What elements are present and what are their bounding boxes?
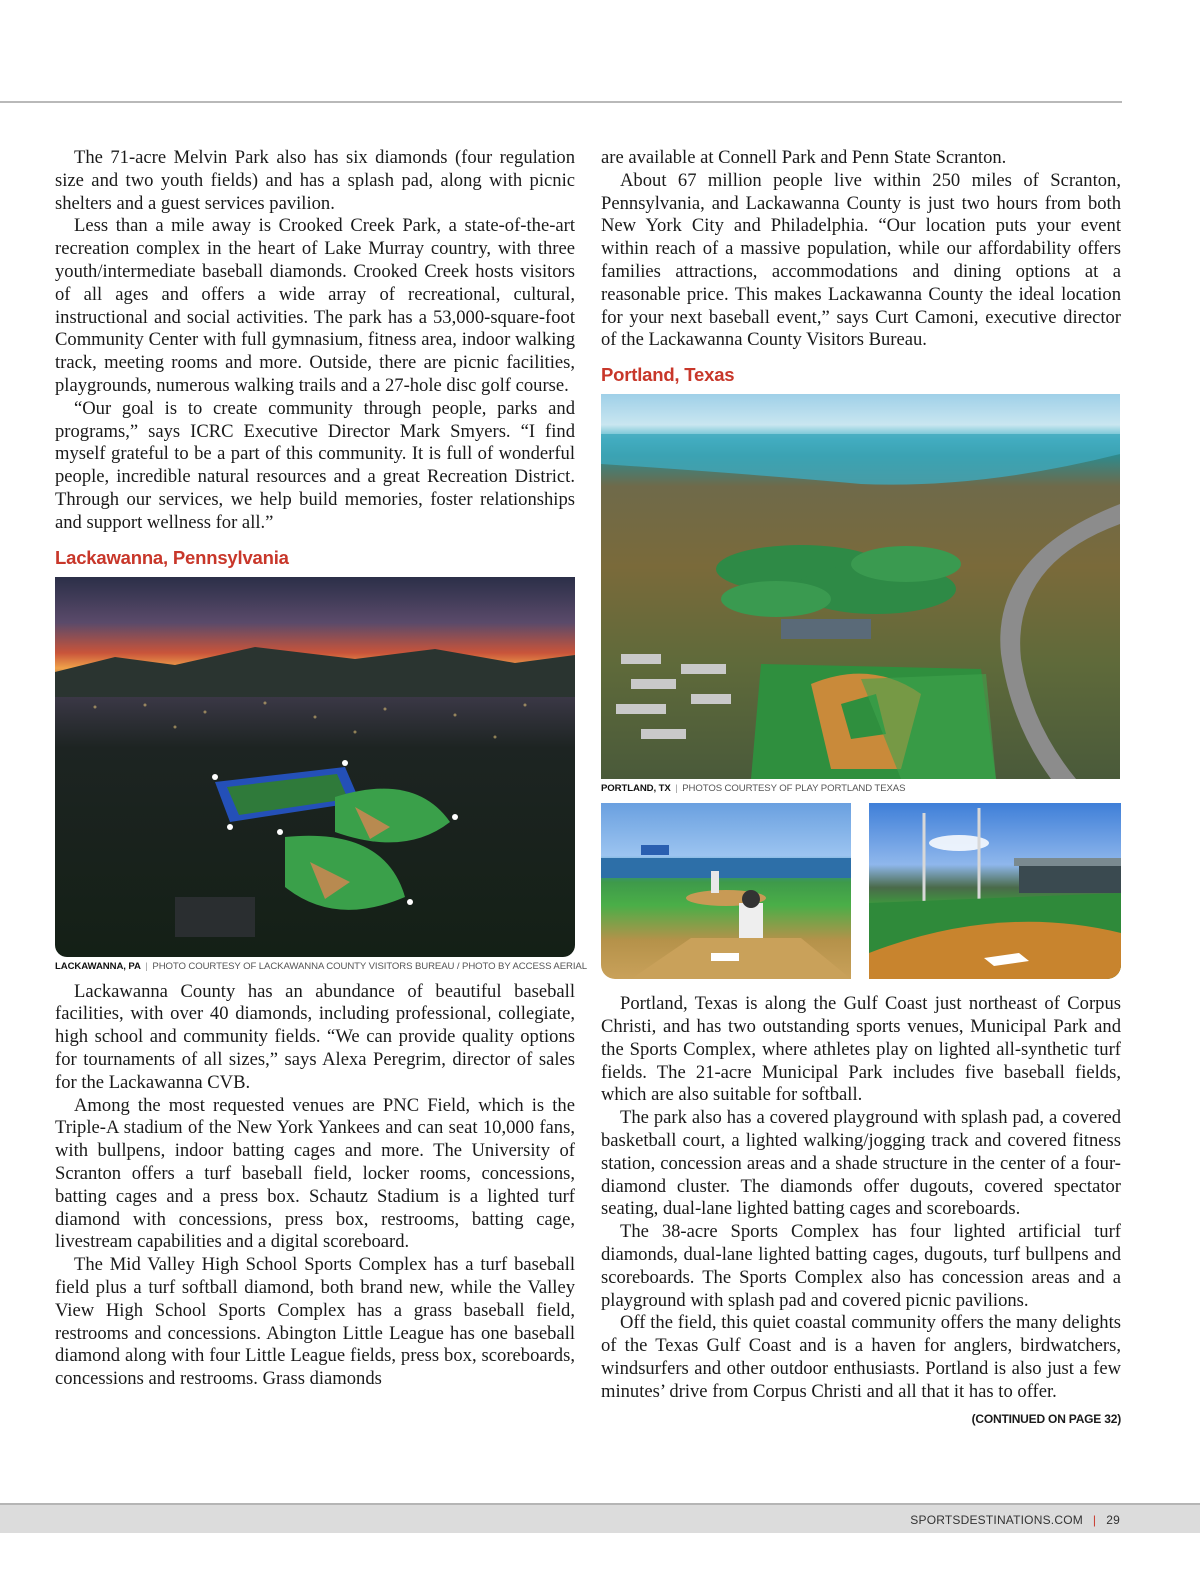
- body-paragraph-last: [601, 1312, 1121, 1426]
- body-paragraph: The 71-acre Melvin Park also has six diamonds (four regulation size and two youth fields) and has a splash pad, along with picnic shelters and a guest services pavilion.: [55, 147, 575, 214]
- portland-photo-illustration: [601, 394, 1120, 779]
- body-paragraph-text: Off the field, this quiet coastal community offers the many delights of the Texas Gulf Coast and is a haven for anglers, birdwatchers, windsurfers and other outdoor enthusiasts. Portland is also just a few minutes’ drive from Corpus Christi and all that it has to offer.: [601, 1312, 1121, 1402]
- caption-credit: PHOTO COURTESY OF LACKAWANNA COUNTY VISITORS BUREAU / PHOTO BY ACCESS AERIAL: [152, 960, 587, 972]
- field-photo-illustration: [869, 803, 1121, 979]
- footer: [910, 1513, 1120, 1527]
- left-column: [55, 147, 587, 1391]
- game-photo-illustration: [601, 803, 851, 979]
- continued-on-page[interactable]: (CONTINUED ON PAGE 32): [971, 1411, 1121, 1426]
- body-paragraph: Less than a mile away is Crooked Creek Park, a state-of-the-art recreation complex in the heart of Lake Murray country, with three youth/intermediate baseball diamonds. Crooked Creek hosts visitors of all ages and offers a wide array of recreational, cultural, instructional and social activities. The park has a 53,000-square-foot Community Center with full gymnasium, fitness area, indoor walking track, meeting rooms and more. Outside, there are picnic facilities, playgrounds, numerous walking trails and a 27-hole disc golf course.: [55, 215, 575, 396]
- body-paragraph: Lackawanna County has an abundance of beautiful baseball facilities, with over 40 diamonds, including professional, collegiate, high school and community fields. “We can provide quality options for tournaments of all sizes,” says Alexa Peregrim, director of sales for the Lackawanna CVB.: [55, 980, 575, 1093]
- portland-game-photo: [601, 803, 851, 979]
- caption-separator: |: [145, 960, 148, 972]
- body-paragraph: The park also has a covered playground with splash pad, a covered basketball court, a lighted walking/jogging track and covered fitness station, concession areas and a shade structure in the center of a four-diamond cluster. The diamonds offer dugouts, covered spectator seating, dual-lane lighted batting cages and scoreboards.: [601, 1107, 1121, 1220]
- portland-photo-caption: [601, 783, 1121, 794]
- body-paragraph: Among the most requested venues are PNC Field, which is the Triple-A stadium of the New York Yankees and can seat 10,000 fans, with bullpens, indoor batting cages and more. The University of Scranton offers a turf baseball field, locker rooms, concessions, batting cages and a press box. Schautz Stadium is a lighted turf diamond with concessions, press box, restrooms, batting cage, livestream capabilities and a digital scoreboard.: [55, 1094, 575, 1253]
- body-paragraph: The 38-acre Sports Complex has four lighted artificial turf diamonds, dual-lane lighted batting cages, dugouts, turf bullpens and scoreboards. The Sports Complex also has concession areas and a playground with splash pad and covered picnic pavilions.: [601, 1221, 1121, 1311]
- section-heading-portland: Portland, Texas: [601, 364, 735, 386]
- lackawanna-photo-illustration: [55, 577, 575, 957]
- spacer: [601, 979, 1121, 993]
- body-paragraph: “Our goal is to create community through people, parks and programs,” says ICRC Executive Director Mark Smyers. “I find myself grateful to be a part of this community. It is full of wonderful people, incredible natural resources and a great Recreation District. Through our services, we help build memories, foster relationships and support wellness for all.”: [55, 397, 575, 533]
- portland-photo-pair: [601, 803, 1121, 979]
- caption-location: LACKAWANNA, PA: [55, 960, 141, 972]
- portland-field-photo: [869, 803, 1121, 979]
- page-number: 29: [1106, 1513, 1120, 1527]
- body-paragraph: are available at Connell Park and Penn State Scranton.: [601, 147, 1007, 168]
- caption-credit: PHOTOS COURTESY OF PLAY PORTLAND TEXAS: [682, 783, 906, 795]
- body-paragraph: The Mid Valley High School Sports Complex has a turf baseball field plus a turf softball diamond, both brand new, while the Valley View High School Sports Complex has a grass baseball field, restrooms and concessions. Abington Little League has one baseball diamond along with four Little League fields, press box, scoreboards, concessions and restrooms. Grass diamonds: [55, 1254, 575, 1390]
- right-column: [601, 147, 1121, 1430]
- body-paragraph: Portland, Texas is along the Gulf Coast just northeast of Corpus Christi, and has two outstanding sports venues, Municipal Park and the Sports Complex, where athletes play on lighted all-synthetic turf fields. The 21-acre Municipal Park includes five baseball fields, which are also suitable for softball.: [601, 993, 1121, 1106]
- section-heading-lackawanna: Lackawanna, Pennsylvania: [55, 546, 289, 568]
- top-rule: [0, 101, 1122, 103]
- footer-separator: |: [1092, 1513, 1097, 1527]
- lackawanna-photo-caption: [55, 960, 587, 972]
- lackawanna-aerial-photo: [55, 577, 575, 957]
- footer-site[interactable]: SPORTSDESTINATIONS.COM: [910, 1513, 1083, 1527]
- body-paragraph: About 67 million people live within 250 miles of Scranton, Pennsylvania, and Lackawanna County is just two hours from both New York City and Philadelphia. “Our location puts your event within reach of a massive population, while our affordability offers families attractions, accommodations and dining options at a reasonable price. This makes Lackawanna County the ideal location for your next baseball event,” says Curt Camoni, executive director of the Lackawanna County Visitors Bureau.: [601, 169, 1121, 351]
- portland-aerial-photo: [601, 394, 1120, 779]
- caption-location: PORTLAND, TX: [601, 783, 671, 795]
- caption-separator: |: [675, 783, 678, 795]
